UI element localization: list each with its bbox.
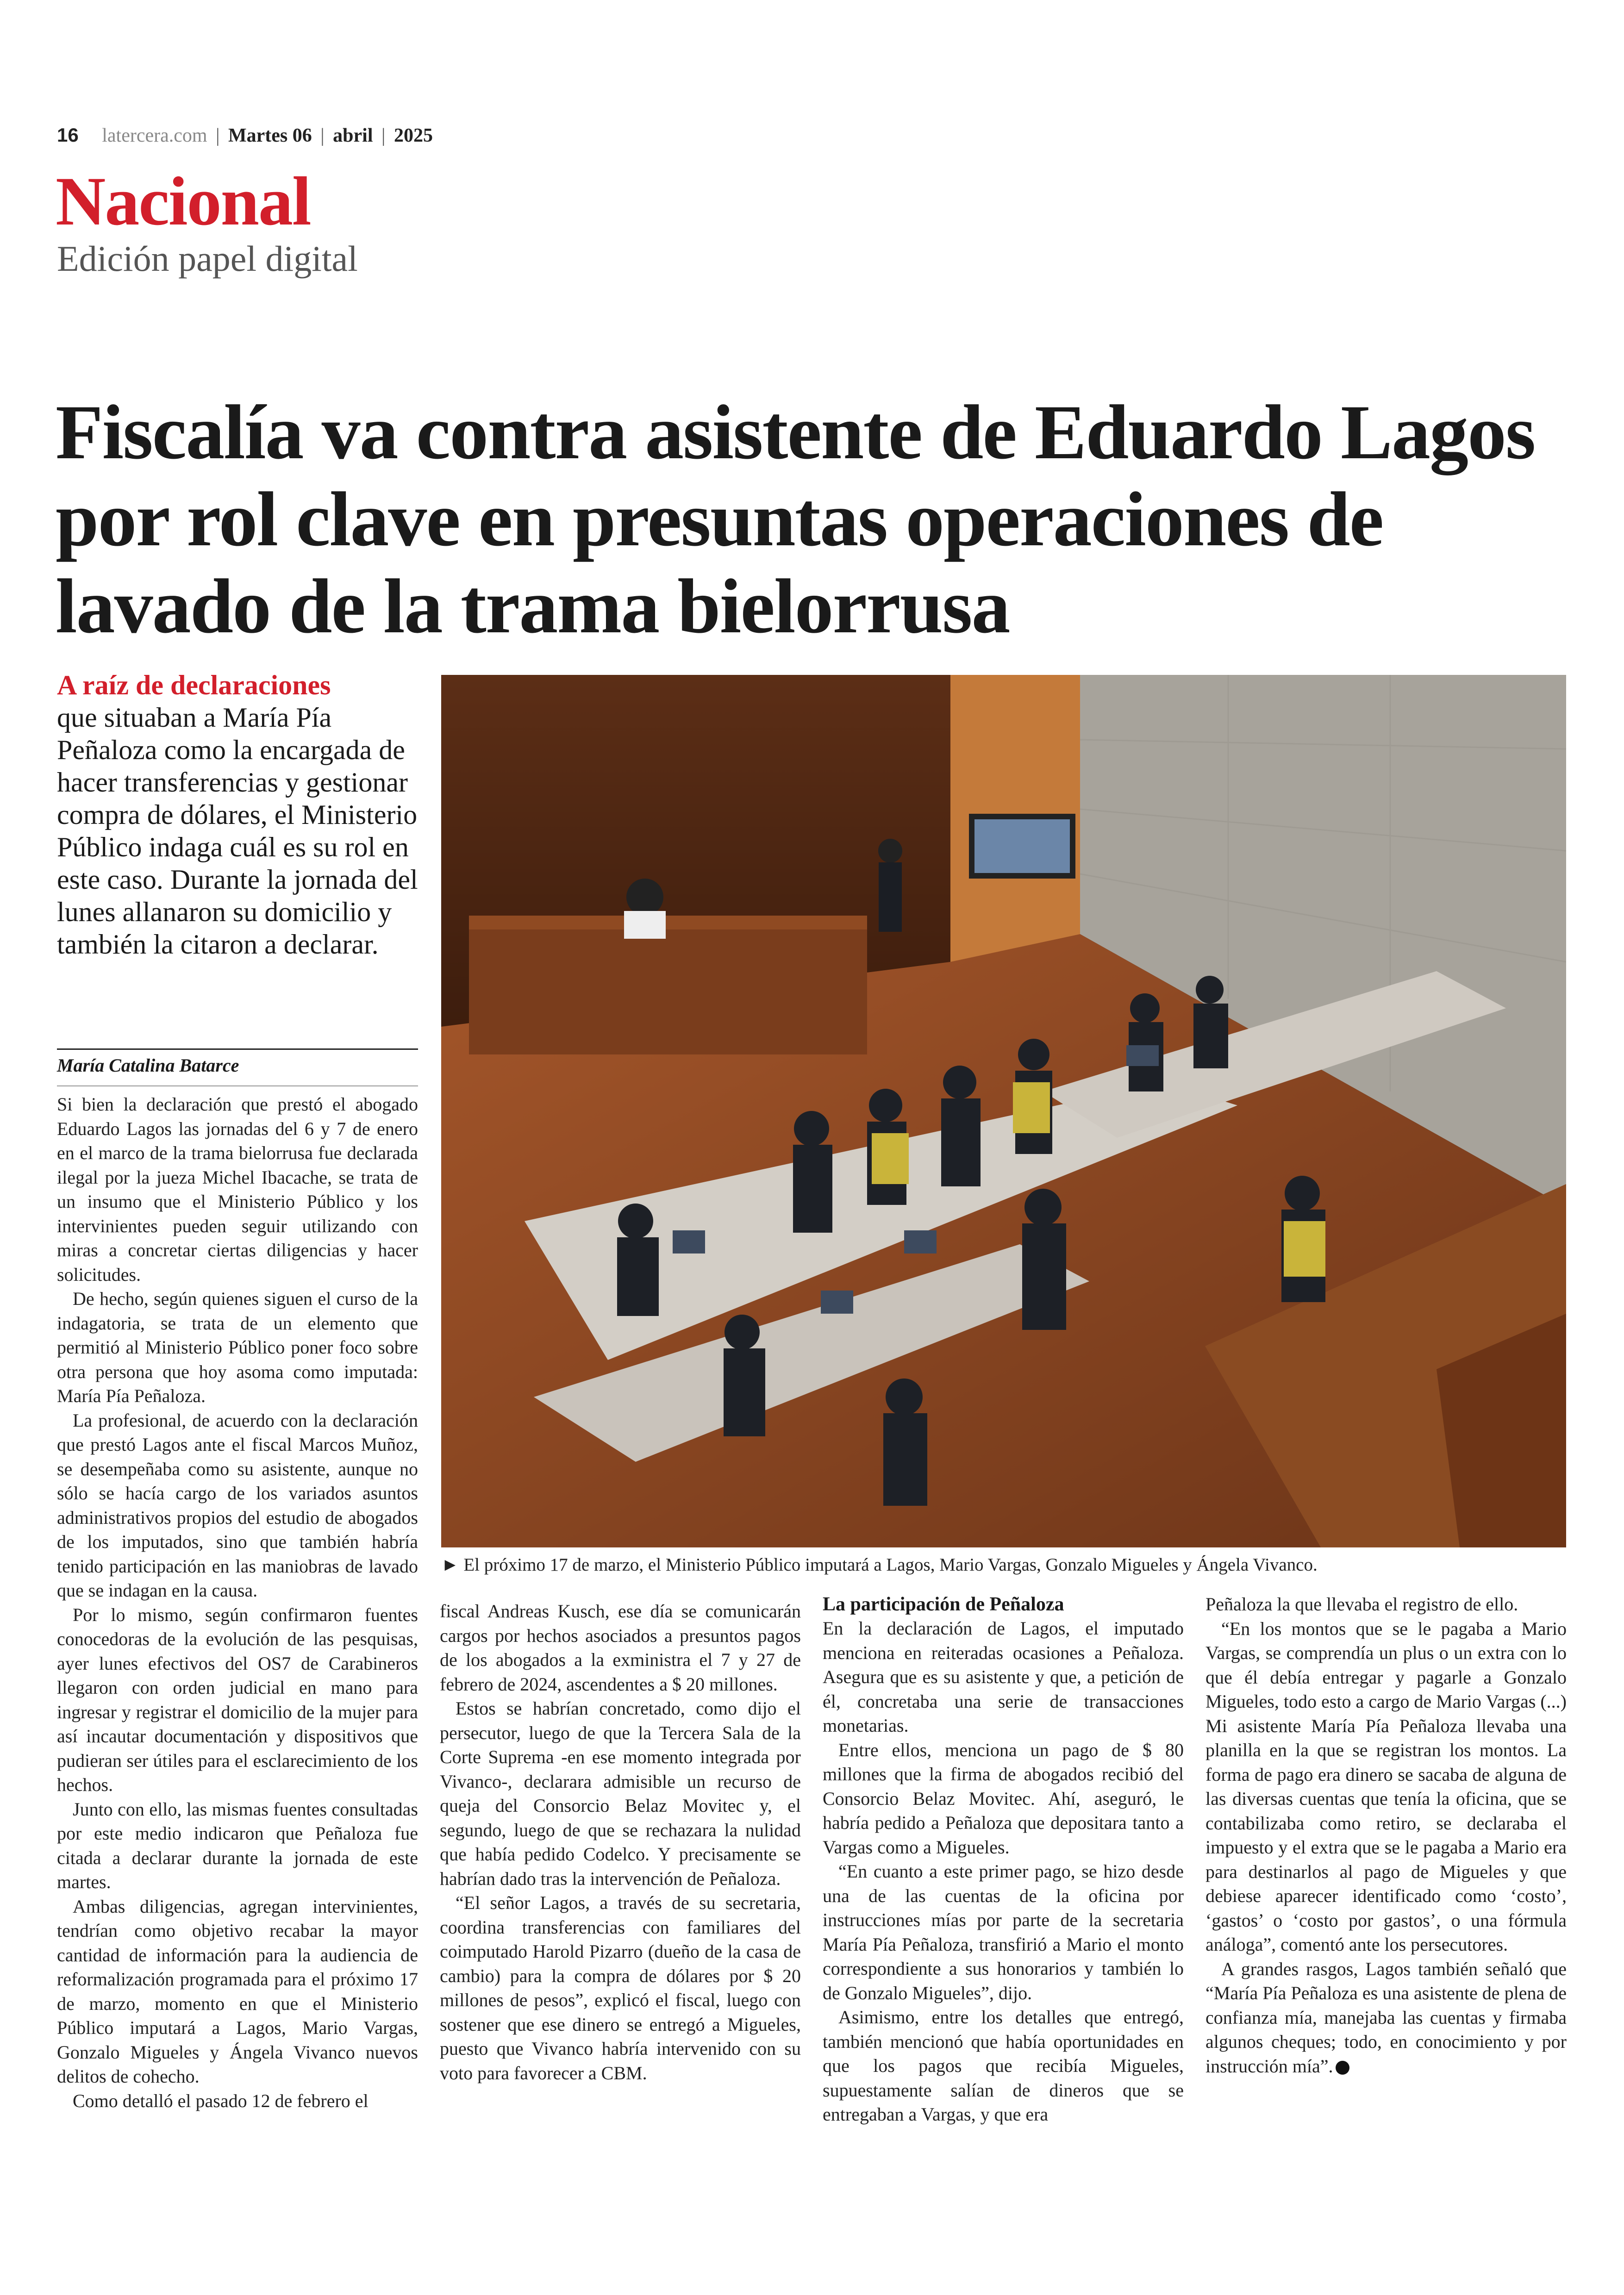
body-paragraph: Si bien la declaración que prestó el abogado Eduardo Lagos las jornadas del 6 y 7 de enero en el marco de la trama bielorrusa fue declarada ilegal por la jueza Michel Ibacache, se trata de un insumo que el Ministerio Público y los intervinientes pueden seguir utilizando con miras a concretar ciertas diligencias y hacer solicitudes. xyxy=(57,1094,418,1285)
body-paragraph: “El señor Lagos, a través de su secretaria, coordina transferencias con familiares del coimputado Harold Pizarro (dueño de la casa de cambio) para la compra de dólares por $ 20 millones de pesos”, explicó el fiscal, luego con sostener que ese dinero se entregó a Migueles, puesto que Vivanco habría intervenido con su voto para favorecer a CBM. xyxy=(440,1892,801,2083)
end-of-article-icon xyxy=(1336,2061,1349,2075)
body-paragraph: Ambas diligencias, agregan intervinientes, tendrían como objetivo recabar la mayor cantidad de información para la audiencia de reformalización programada para el próximo 17 de marzo, momento en que el Ministerio Público imputará a Lagos, Mario Vargas, Gonzalo Migueles y Ángela Vivanco nuevos delitos de cohecho. xyxy=(57,1896,418,2087)
byline-rule xyxy=(57,1085,418,1086)
subheading: La participación de Peñaloza xyxy=(823,1594,1064,1615)
byline-rule xyxy=(57,1048,418,1050)
body-paragraph: Como detalló el pasado 12 de febrero el xyxy=(73,2090,369,2111)
body-paragraph: “En cuanto a este primer pago, se hizo desde una de las cuentas de la oficina por instrucciones mías por parte de la secretaria María Pía Peñaloza, transfirió a Mario el monto correspondiente a sus honorarios y también lo de Gonzalo Migueles”, dijo. xyxy=(823,1861,1184,2003)
date-day: Martes 06 xyxy=(228,125,312,146)
body-column-2 xyxy=(440,1599,801,2085)
body-paragraph: “En los montos que se le pagaba a Mario Vargas, se comprendía un plus o un extra con lo que él debía entregar y pagarle a Gonzalo Migueles, todo esto a cargo de Mario Vargas (...) Mi asistente María Pía Peñaloza llevaba una planilla en la que se registran los montos. La forma de pago era dinero se sacaba de alguna de las diversas cuentas que tenía la oficina, que se contabilizaba como retiro, se declaraba el impuesto y el extra que se le pagaba a Mario era para destinarlos al pago de Migueles y que debiese aparecer identificado como ‘costo’, ‘gastos’ o ‘costo por gastos’, o una fórmula análoga”, comentó ante los persecutores. xyxy=(1206,1618,1567,1955)
courtroom-photo xyxy=(441,675,1566,1547)
byline: María Catalina Batarce xyxy=(57,1055,239,1076)
body-paragraph: Entre ellos, menciona un pago de $ 80 millones que la firma de abogados recibió del Consorcio Belaz Movitec. Ahí, aseguró, le habría pedido a Peñaloza que depositara tanto a Vargas como a Migueles. xyxy=(823,1739,1184,1858)
closing-text: A grandes rasgos, Lagos también señaló que “María Pía Peñaloza es una asistente de plena de confianza mía, manejaba las cuentas y firmaba algunos cheques; todo, en conocimiento y por instrucción mía”. xyxy=(1206,1958,1567,2077)
lead-text: que situaban a María Pía Peñaloza como la encargada de hacer transferencias y gestionar compra de dólares, el Ministerio Público indaga cuál es su rol en este caso. Durante la jornada del lunes allanaron su domicilio y también la citaron a declarar. xyxy=(57,702,418,960)
judge-bench xyxy=(469,925,867,1054)
body-paragraph: Por lo mismo, según confirmaron fuentes conocedoras de la evolución de las pesquisas, ayer lunes efectivos del OS7 de Carabineros llegaron con orden judicial en mano para ingresar y registrar el domicilio de la mujer para así incautar documentación y dispositivos que pudieran ser útiles para el esclarecimiento de los hechos. xyxy=(57,1604,418,1795)
date-month: abril xyxy=(333,125,373,146)
body-paragraph: Asimismo, entre los detalles que entregó, también mencionó que había oportunidades en que los pagos que recibía Migueles, supuestamente salían de dineros que se entregaban a Vargas, y que era xyxy=(823,2007,1184,2125)
edition-label: Edición papel digital xyxy=(57,238,358,279)
body-column-4 xyxy=(1206,1592,1567,2078)
body-column-1 xyxy=(57,1092,418,2113)
lead-kicker: A raíz de declaraciones xyxy=(57,670,331,700)
headline: Fiscalía va contra asistente de Eduardo Lagos por rol clave en presuntas operaciones de lavado de la trama bielorrusa xyxy=(56,389,1535,649)
body-paragraph: fiscal Andreas Kusch, ese día se comunicarán cargos por hechos asociados a presuntos pagos de los abogados a la exministra el 7 y 27 de febrero de 2024, ascendentes a $ 20 millones. xyxy=(440,1601,801,1695)
folio-line: 16 latercera.com | Martes 06 | abril | 2025 xyxy=(57,124,433,146)
section-title: Nacional xyxy=(56,163,311,240)
site-name[interactable]: latercera.com xyxy=(102,125,207,146)
body-paragraph: Estos se habrían concretado, como dijo el persecutor, luego de que la Tercera Sala de la Corte Suprema -en ese momento integrada por Vivanco-, declarara admisible un recurso de queja del Consorcio Belaz Movitec y, el segundo, luego de que se rechazara la nulidad que había pedido Codelco. Y precisamente se habrían dado tras la intervención de Peñaloza. xyxy=(440,1698,801,1889)
body-paragraph xyxy=(1206,1957,1567,2079)
date-year: 2025 xyxy=(394,125,433,146)
photo-caption: ► El próximo 17 de marzo, el Ministerio Público imputará a Lagos, Mario Vargas, Gonzalo Migueles y Ángela Vivanco. xyxy=(441,1555,1318,1575)
body-column-3 xyxy=(823,1592,1184,2127)
page-number: 16 xyxy=(57,124,79,146)
body-paragraph: Junto con ello, las mismas fuentes consultadas por este medio indicaron que Peñaloza fue citada a declarar durante la jornada de este martes. xyxy=(57,1798,418,1892)
body-paragraph: Peñaloza la que llevaba el registro de ello. xyxy=(1206,1594,1518,1615)
lead-paragraph xyxy=(57,669,423,960)
body-paragraph: La profesional, de acuerdo con la declaración que prestó Lagos ante el fiscal Marcos Muñoz, se desempeñaba como su asistente, aunque no sólo se hacía cargo de los variados asuntos administrativos propios del estudio de abogados de los imputados, sino que también habría tenido participación en las maniobras de lavado que se indagan en la causa. xyxy=(57,1409,418,1601)
body-paragraph: De hecho, según quienes siguen el curso de la indagatoria, se trata de un elemento que permitió al Ministerio Público poner foco sobre otra persona que hoy asoma como imputada: María Pía Peñaloza. xyxy=(57,1288,418,1406)
body-paragraph: En la declaración de Lagos, el imputado menciona en reiteradas ocasiones a Peñaloza. Asegura que es su asistente y que, a petición de él, concretaba una serie de transacciones monetarias. xyxy=(823,1618,1184,1736)
